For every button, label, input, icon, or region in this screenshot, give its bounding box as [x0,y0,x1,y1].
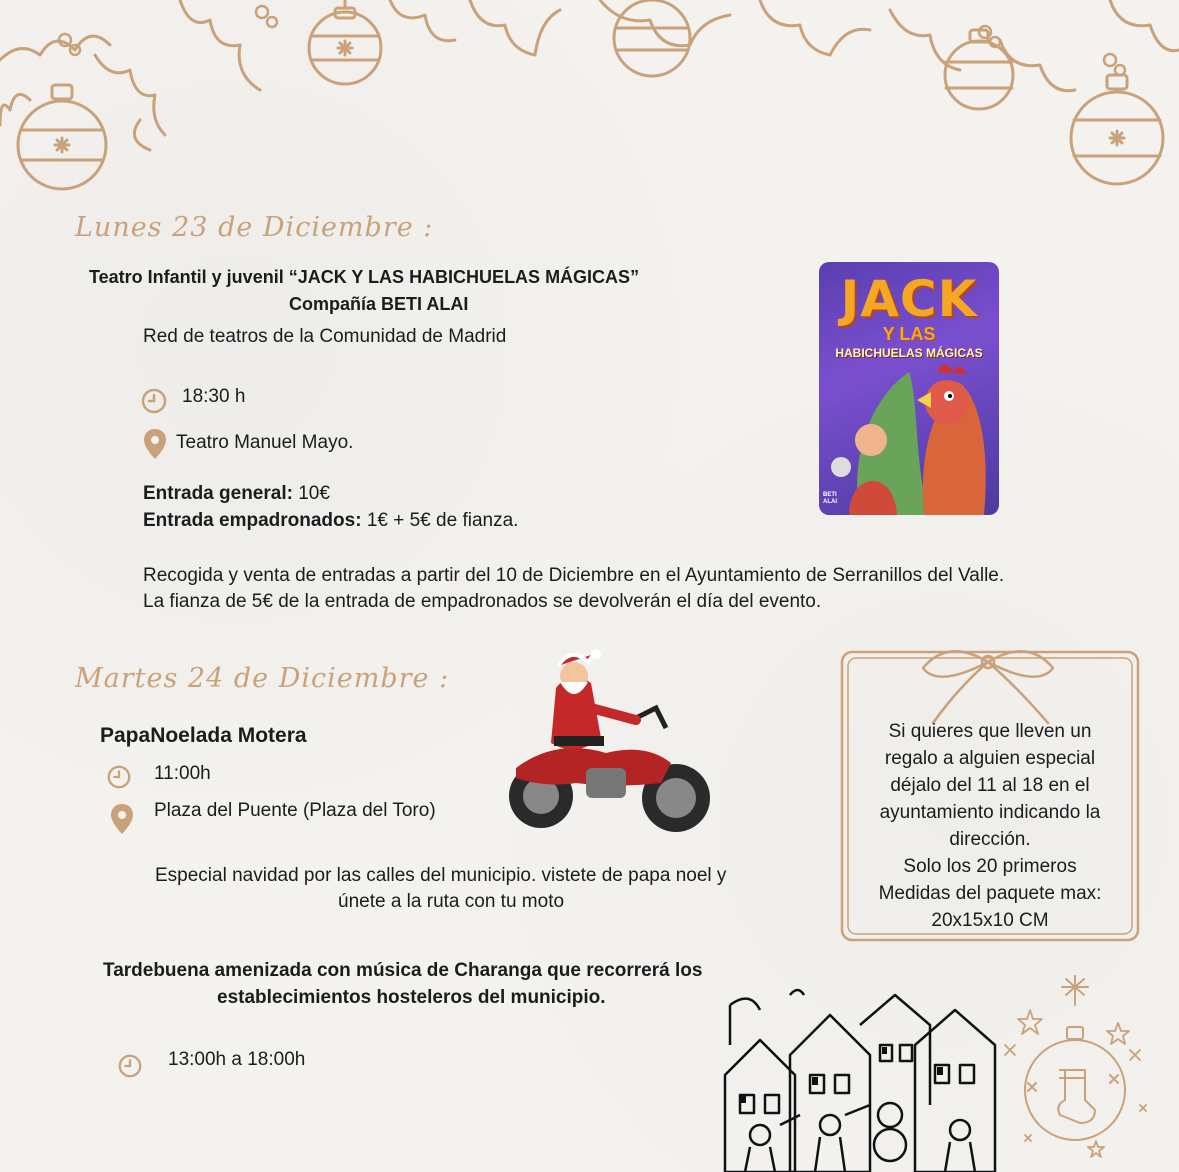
tuesday-time: 11:00h [154,763,211,784]
tuesday-description-line1: Especial navidad por las calles del municipio. vistete de papa noel y [155,865,727,886]
general-ticket-label: Entrada general: [143,483,293,504]
gift-box-line: regalo a alguien especial [884,748,1096,769]
monday-event-title: Teatro Infantil y juvenil “JACK Y LAS HABICHUELAS MÁGICAS” [89,267,640,287]
bow-icon [923,651,1053,723]
general-ticket-line [143,483,330,505]
gift-box-line: déjalo del 11 al 18 en el [890,775,1090,796]
gift-box-line: dirección. [949,829,1031,850]
clock-icon [117,1053,143,1079]
location-pin-icon [110,803,134,835]
poster-title-jack: JACK [840,270,978,328]
gift-box-line: Si quieres que lleven un [888,721,1092,742]
gift-box-line: Solo los 20 primeros [903,856,1077,877]
gift-box-text [844,718,1136,934]
poster-company-mark: BETI ALAI [823,492,837,505]
charanga-line2: establecimientos hosteleros del municipio. [217,987,606,1008]
gift-box-line: ayuntamiento indicando la [879,802,1101,823]
monday-time: 18:30 h [182,386,246,407]
poster-title-ylas: Y LAS [882,324,936,344]
registered-ticket-label: Entrada empadronados: [143,510,362,531]
tuesday-location: Plaza del Puente (Plaza del Toro) [154,800,436,821]
monday-location: Teatro Manuel Mayo. [176,432,354,453]
clock-icon [106,764,132,790]
monday-date-heading: Lunes 23 de Diciembre : [75,212,434,243]
poster-title-habichuelas: HABICHUELAS MÁGICAS [835,346,983,360]
clock-icon [140,387,168,415]
holly-garland-decoration [0,0,1179,200]
registered-ticket-price: 1€ + 5€ de fianza. [361,510,519,531]
monday-network: Red de teatros de la Comunidad de Madrid [143,326,507,347]
pickup-info-line2: La fianza de 5€ de la entrada de empadronados se devolverán el día del evento. [143,591,822,612]
general-ticket-price: 10€ [292,483,330,504]
charanga-time: 13:00h a 18:00h [168,1049,306,1070]
gift-box-line: 20x15x10 CM [931,910,1049,931]
tuesday-description-line2: únete a la ruta con tu moto [338,891,565,912]
monday-company: Compañía BETI ALAI [289,294,469,314]
jack-play-poster [819,262,999,515]
registered-ticket-line [143,510,518,532]
tuesday-event-title: PapaNoelada Motera [100,724,307,747]
gift-box-line: Medidas del paquete max: [878,883,1102,904]
village-band-illustration [720,985,1005,1172]
pickup-info-line1: Recogida y venta de entradas a partir del 10 de Diciembre en el Ayuntamiento de Serranillos del Valle. [143,565,1005,586]
tuesday-date-heading: Martes 24 de Diciembre : [75,663,450,694]
charanga-line1: Tardebuena amenizada con música de Charanga que recorrerá los [103,960,703,981]
stocking-ornament-decoration [1000,975,1179,1172]
santa-motorcycle-illustration [496,648,720,840]
location-pin-icon [143,428,167,460]
